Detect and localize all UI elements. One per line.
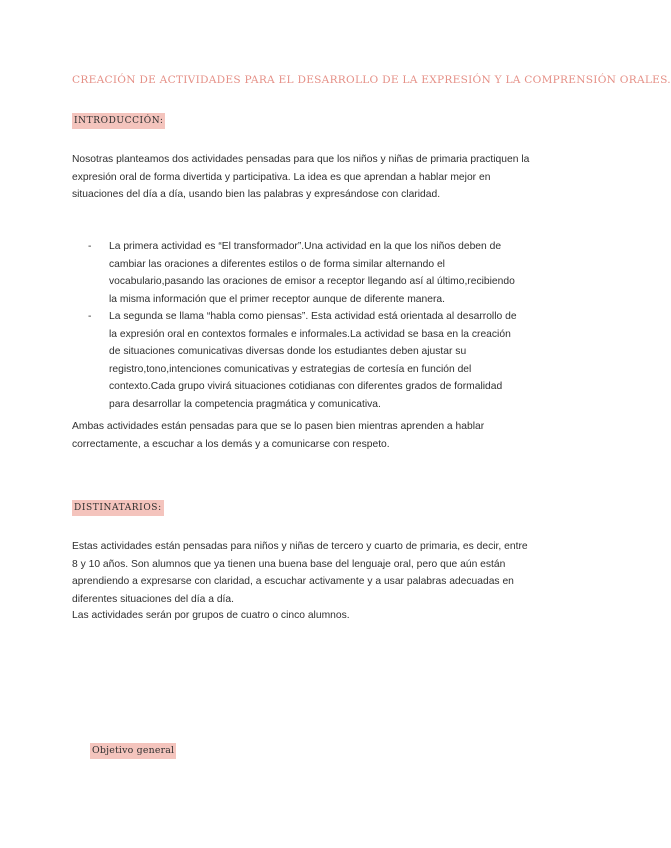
- bullet-dash: -: [88, 241, 92, 252]
- section-label-destinatarios: DISTINATARIOS:: [72, 500, 164, 516]
- list-item-text: La primera actividad es “El transformador”.Una actividad en la que los niños deben de cambiar las oraciones a diferentes estilos o de forma similar alternando el vocabulario,pasando las oraciones de emisor a receptor llegando así al último,recibiendo la misma información que el primer receptor aunque de diferente manera.: [109, 241, 515, 305]
- intro-closing-paragraph: Ambas actividades están pensadas para que se lo pasen bien mientras aprenden a hablar correctamente, a escuchar a los demás y a comunicarse con respeto.: [72, 421, 485, 450]
- section-label-introduccion: INTRODUCCIÓN:: [72, 113, 165, 129]
- document-title: CREACIÓN DE ACTIVIDADES PARA EL DESARROLLO DE LA EXPRESIÓN Y LA COMPRENSIÓN ORALES.: [72, 74, 671, 86]
- section-label-objetivo: Objetivo general: [90, 743, 176, 759]
- destinatarios-paragraph: Estas actividades están pensadas para niños y niñas de tercero y cuarto de primaria, es decir, entre 8 y 10 años. Son alumnos que ya tienen una buena base del lenguaje oral, pero que aún están aprendiendo a expresarse con claridad, a escuchar activamente y a usar palabras adecuadas en diferentes situaciones del día a día.: [72, 541, 528, 605]
- destinatarios-groups: Las actividades serán por grupos de cuatro o cinco alumnos.: [72, 610, 350, 621]
- list-item: [88, 308, 518, 413]
- bullet-dash: -: [88, 311, 92, 322]
- activities-list: [88, 238, 518, 413]
- list-item-text: La segunda se llama “habla como piensas”. Esta actividad está orientada al desarrollo de la expresión oral en contextos formales e informales.La actividad se basa en la creación de situaciones comunicativas diversas donde los estudiantes deben ajustar su registro,tono,intenciones comunicativas y estrategias de cortesía en función del contexto.Cada grupo vivirá situaciones cotidianas con diferentes grados de formalidad para desarrollar la competencia pragmática y comunicativa.: [109, 311, 517, 410]
- list-item: [88, 238, 518, 308]
- intro-paragraph: Nosotras planteamos dos actividades pensadas para que los niños y niñas de primaria practiquen la expresión oral de forma divertida y participativa. La idea es que aprendan a hablar mejor en situaciones del día a día, usando bien las palabras y expresándose con claridad.: [72, 154, 530, 200]
